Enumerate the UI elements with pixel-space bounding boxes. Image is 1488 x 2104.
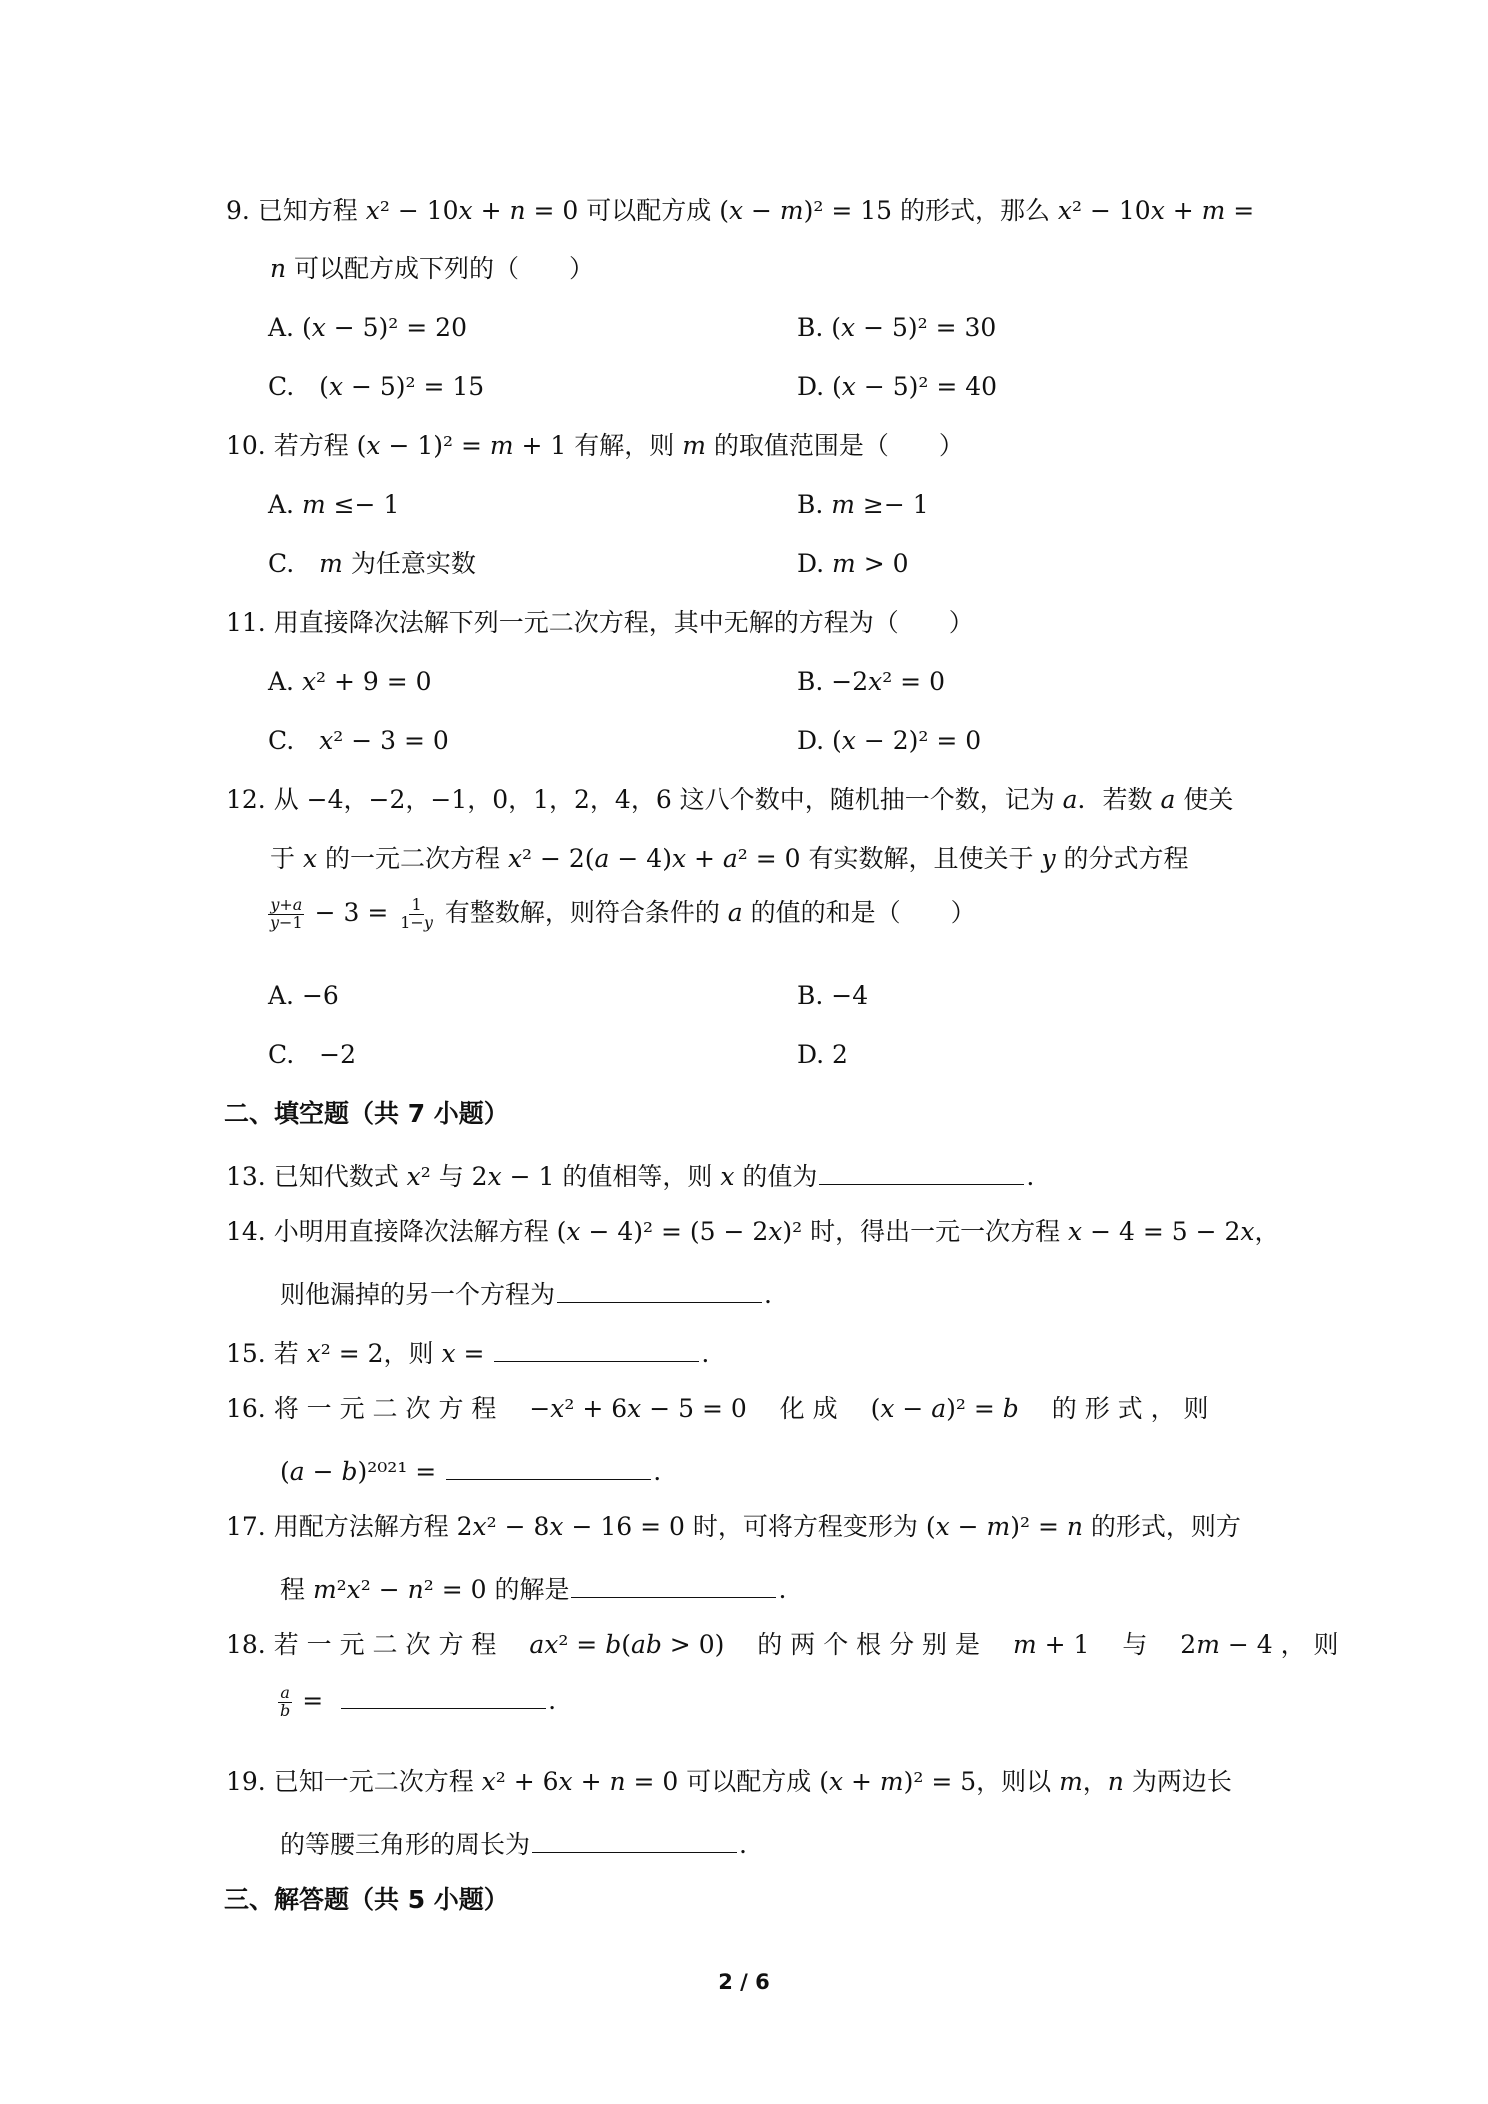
q17-line2: 程 𝑚²𝑥² − 𝑛² = 0 的解是 . xyxy=(280,1575,787,1604)
q10-option-c: C. 𝑚 为任意实数 xyxy=(268,549,476,578)
q9-option-d: D. (𝑥 − 5)² = 40 xyxy=(797,372,998,401)
q12-stem-line2: 于 𝑥 的一元二次方程 𝑥² − 2(𝑎 − 4)𝑥 + 𝑎² = 0 有实数解，且使关于 𝑦 的分式方程 xyxy=(270,844,1189,873)
q9-option-c: C. (𝑥 − 5)² = 15 xyxy=(268,372,485,401)
q19-line2: 的等腰三角形的周长为 . xyxy=(280,1830,747,1859)
section-fill-in-heading: 二、填空题（共 7 小题） xyxy=(224,1099,509,1128)
q11-option-d: D. (𝑥 − 2)² = 0 xyxy=(797,726,982,755)
q14-answer-blank[interactable] xyxy=(557,1278,762,1303)
q11-stem: 11. 用直接降次法解下列一元二次方程，其中无解的方程为（ ） xyxy=(226,608,974,637)
q12-fraction-2: $\frac{1}{\text{1−𝑦}}$ xyxy=(400,895,433,932)
q11-option-c: C. 𝑥² − 3 = 0 xyxy=(268,726,449,755)
q9-option-b: B. (𝑥 − 5)² = 30 xyxy=(797,313,997,342)
q10-option-d: D. 𝑚 > 0 xyxy=(797,549,909,578)
q16-line2: (𝑎 − 𝑏)²⁰²¹ = . xyxy=(280,1457,662,1486)
q18-line2: $\frac{\text{𝑎}}{\text{𝑏}}$ = . xyxy=(280,1683,557,1720)
q13: 13. 已知代数式 𝑥² 与 2𝑥 − 1 的值相等，则 𝑥 的值为 . xyxy=(226,1162,1035,1191)
q19-answer-blank[interactable] xyxy=(532,1828,737,1853)
q18-line1: 18. 若 一 元 二 次 方 程 𝑎𝑥² = 𝑏(𝑎𝑏 > 0) 的 两 个 根 分 别 是 𝑚 + 1 与 2𝑚 − 4 ， 则 xyxy=(226,1630,1339,1659)
q12-option-a: A. −6 xyxy=(268,981,339,1010)
q14-line1: 14. 小明用直接降次法解方程 (𝑥 − 4)² = (5 − 2𝑥)² 时，得出一元一次方程 𝑥 − 4 = 5 − 2𝑥， xyxy=(226,1217,1280,1246)
q10-option-b: B. 𝑚 ≥− 1 xyxy=(797,490,929,519)
q9-stem-line2: 𝑛 可以配方成下列的（ ） xyxy=(270,254,595,283)
q12-option-d: D. 2 xyxy=(797,1040,848,1069)
q12-option-c: C. −2 xyxy=(268,1040,357,1069)
q16-line1: 16. 将 一 元 二 次 方 程 −𝑥² + 6𝑥 − 5 = 0 化 成 (𝑥 − 𝑎)² = 𝑏 的 形 式 ， 则 xyxy=(226,1394,1209,1423)
q9-option-a: A. (𝑥 − 5)² = 20 xyxy=(268,313,467,342)
q18-fraction: $\frac{\text{𝑎}}{\text{𝑏}}$ xyxy=(280,1683,291,1720)
q10-stem: 10. 若方程 (𝑥 − 1)² = 𝑚 + 1 有解，则 𝑚 的取值范围是（ ） xyxy=(226,431,964,460)
section-answer-heading: 三、解答题（共 5 小题） xyxy=(224,1885,509,1914)
q10-option-a: A. 𝑚 ≤− 1 xyxy=(268,490,400,519)
q18-answer-blank[interactable] xyxy=(341,1684,546,1709)
page-number: 2 / 6 xyxy=(718,1970,770,1994)
q11-option-b: B. −2𝑥² = 0 xyxy=(797,667,945,696)
q15: 15. 若 𝑥² = 2，则 𝑥 = . xyxy=(226,1339,710,1368)
q16-answer-blank[interactable] xyxy=(446,1455,651,1480)
q12-stem-line1: 12. 从 −4，−2，−1，0，1，2，4，6 这八个数中，随机抽一个数，记为 𝑎．若数 𝑎 使关 xyxy=(226,785,1234,814)
q17-answer-blank[interactable] xyxy=(571,1573,776,1598)
q19-line1: 19. 已知一元二次方程 𝑥² + 6𝑥 + 𝑛 = 0 可以配方成 (𝑥 + 𝑚)² = 5，则以 𝑚，𝑛 为两边长 xyxy=(226,1767,1232,1796)
q12-stem-line3: $\frac{\text{𝑦+𝑎}}{\text{𝑦−1}}$ − 3 = $\frac{1}{\text{1−𝑦}}$ 有整数解，则符合条件的 𝑎 的值的和是（ ） xyxy=(270,895,976,932)
q15-answer-blank[interactable] xyxy=(494,1337,699,1362)
q9-stem-line1: 9. 已知方程 𝑥² − 10𝑥 + 𝑛 = 0 可以配方成 (𝑥 − 𝑚)² = 15 的形式，那么 𝑥² − 10𝑥 + 𝑚 = xyxy=(226,196,1255,225)
q12-fraction-1: $\frac{\text{𝑦+𝑎}}{\text{𝑦−1}}$ xyxy=(270,895,303,932)
q17-line1: 17. 用配方法解方程 2𝑥² − 8𝑥 − 16 = 0 时，可将方程变形为 (𝑥 − 𝑚)² = 𝑛 的形式，则方 xyxy=(226,1512,1241,1541)
q13-answer-blank[interactable] xyxy=(819,1160,1024,1185)
q11-option-a: A. 𝑥² + 9 = 0 xyxy=(268,667,432,696)
q12-option-b: B. −4 xyxy=(797,981,869,1010)
q14-line2: 则他漏掉的另一个方程为 . xyxy=(280,1280,772,1309)
